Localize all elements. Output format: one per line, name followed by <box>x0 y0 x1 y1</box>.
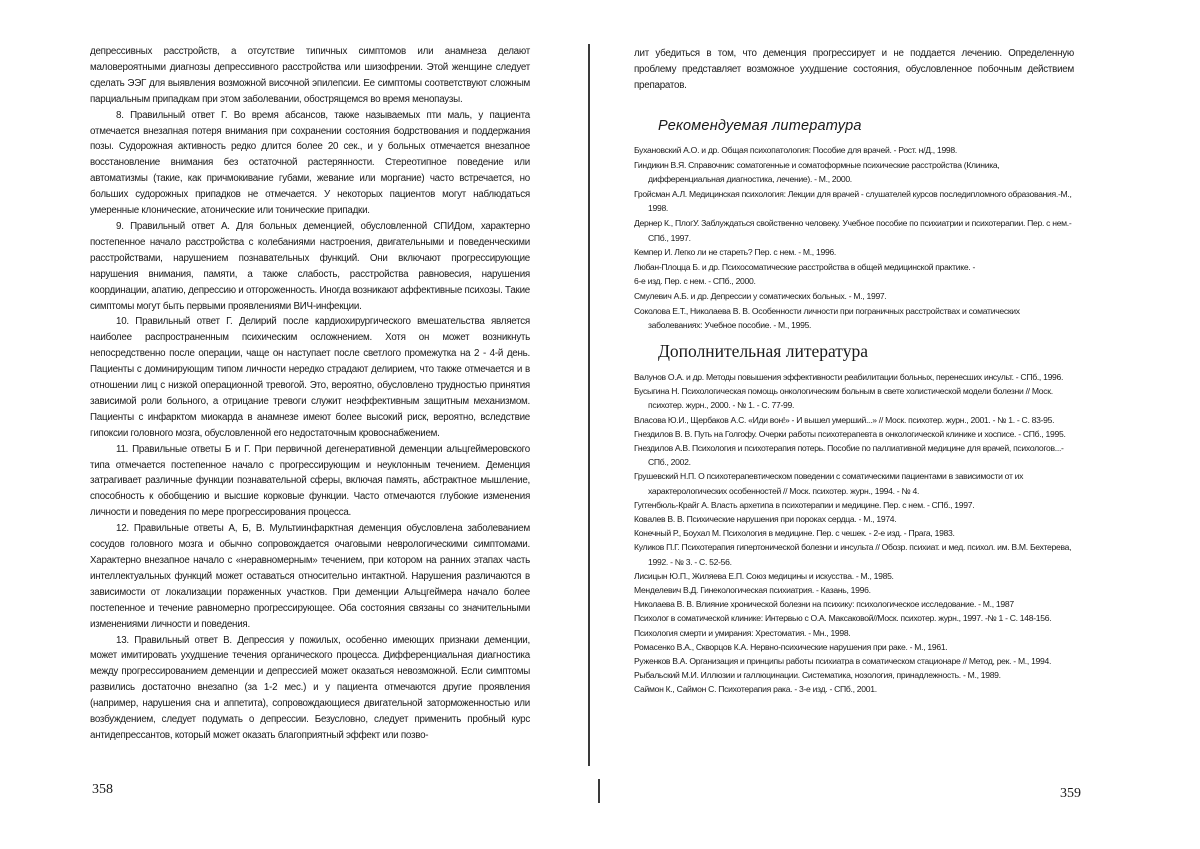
reference-item: Гнездилов В. В. Путь на Голгофу. Очерки работы психотерапевта в онкологической клинике и хосписе. - СПб., 1995. <box>634 428 1066 439</box>
answer-11-paragraph: 11. Правильные ответы Б и Г. При первичной дегенеративной деменции альцгеймеровского типа отмечается постепенное начало с прогрессирующим и неуклонным течением. Деменция затрагивает различные функции познавательной сферы, включая память, абстрактное мышление, способность к обобщению и высшие корковые функции. Часто отмечаются глубокие изменения личности и поведения по мере прогрессирования процесса. <box>90 443 530 519</box>
answer-8-paragraph: 8. Правильный ответ Г. Во время абсансов, также называемых пти маль, у пациента отмечается внезапная потеря внимания при сохранении состояния бодрствования и поддержания позы. Судорожная активность редко длится более 20 сек., и у больных отмечается внезапное восстановление внимания без остаточной растерянности. Стереотипное поведение или автоматизмы (такие, как причмокивание губами, жевание или моргание) часто встречается, но больших судорожных припадков не отмечается. У некоторых пациентов могут наблюдаться умеренные клонические, атонические или тонические припадки. <box>90 109 530 217</box>
reference-item: 6-е изд. Пер. с нем. - СПб., 2000. <box>634 276 756 287</box>
reference-item: Бухановский А.О. и др. Общая психопатология: Пособие для врачей. - Рост. н/Д., 1998. <box>634 145 957 155</box>
reference-item: Власова Ю.И., Щербаков А.С. «Иди вон!» - И вышел умерший...» // Моск. психотер. журн., 2001. - № 1. - С. 83-95. <box>634 414 1055 425</box>
reference-item: Любан-Плоцца Б. и др. Психосоматические расстройства в общей медицинской практике. - <box>634 261 976 272</box>
reference-item: Грушевский Н.П. О психотерапевтическом поведении с соматическими пациентами в зависимости от их характерологических особенностей // Моск. психотер. журн., 1994. - № 4. <box>634 471 1024 496</box>
reference-item: Куликов П.Г. Психотерапия гипертонической болезни и инсульта // Обозр. психиат. и мед. психол. им. В.М. Бехтерева, 1992. - № 3. - С. 52-56. <box>634 542 1072 567</box>
answer-13-paragraph: 13. Правильный ответ В. Депрессия у пожилых, особенно имеющих признаки деменции, может имитировать ухудшение течения органического процесса. Дифференциальная диагностика между прогрессированием деменции и депрессией может оказаться невозможной. Если симптомы развились достаточно внезапно (за 1-2 мес.) и у пациента отмечаются другие проявления (например, нарушения сна и аппетита), сопровождающиеся двигательной заторможенностью или возбуждением, следует подумать о депрессии. Безусловно, следует применить пробный курс антидепрессантов, который может оказать благоприятный эффект или позво- <box>90 634 530 741</box>
reference-item: Гнездилов А.В. Психология и психотерапия потерь. Пособие по паллиативной медицине для врачей, психологов...-СПб., 2002. <box>634 443 1064 468</box>
reference-item: Психология смерти и умирания: Хрестоматия. - Мн., 1998. <box>634 627 851 638</box>
answer-10-paragraph: 10. Правильный ответ Г. Делирий после кардиохирургического вмешательства является наиболее распространенным психическим осложнением. Хотя он может возникнуть непосредственно после операции, чаще он наступает после светлого промежутка на 2 - 4-й день. Пациенты с доминирующим типом личности нередко страдают делирием, что также отмечается и в отношении лиц с низкой операционной тревогой. Это, вероятно, обусловлено трудностью принятия зависимой роли больного, а отрицание тревоги служит неэффективным защитным механизмом. Пациенты с инфарктом миокарда в анамнезе имеют более высокий риск, вероятно, вследствие гипоксии головного мозга, обусловленной его недостаточным кровоснабжением. <box>90 316 530 439</box>
reference-item: Валунов О.А. и др. Методы повышения эффективности реабилитации больных, перенесших инсульт. - СПб., 1996. <box>634 372 1064 382</box>
reference-item: Руженков В.А. Организация и принципы работы психиатра в соматическом стационаре // Метод, рек. - М., 1994. <box>634 656 1052 667</box>
right-page <box>600 0 1200 849</box>
reference-item: Бусыгина Н. Психологическая помощь онкологическим больным в свете холистической модели болезни // Моск. психотер. журн., 2000. - № 1. - С. 77-99. <box>634 386 1053 411</box>
reference-item: Рыбальский М.И. Иллюзии и галлюцинации. Систематика, нозология, принадлежность. - М., 1989. <box>634 670 1001 681</box>
right-page-intro <box>634 46 1074 94</box>
answer-12-paragraph: 12. Правильные ответы А, Б, В. Мультиинфарктная деменция обусловлена заболеванием сосудов головного мозга и обычно сопровождается очаговыми неврологическими симптомами. Характерно внезапное начало с «неравномерным» течением, при котором на ранних этапах часть интеллектуальных функций может оставаться относительно интактной. Нарушения различаются в зависимости от локализации пораженных участков. При деменции Альцгеймера начало более постепенное и течение равномерно прогрессирующее. Оба состояния связаны со значительными изменениями личности и поведения. <box>90 523 530 630</box>
reference-item: Психолог в соматической клинике: Интервью с О.А. Максаковой//Моск. психотер. журн., 1997. -№ 1 - С. 148-156. <box>634 613 1052 624</box>
recommended-literature-list <box>634 143 1074 333</box>
reference-item: Гиндикин В.Я. Справочник: соматогенные и соматоформные психические расстройства (Клиника, дифференциальная диагностика, лечение). - М., 2000. <box>634 159 1000 185</box>
reference-item: Николаева В. В. Влияние хронической болезни на психику: психологическое исследование. - М., 1987 <box>634 599 1014 610</box>
page-number-left: 358 <box>92 782 113 797</box>
reference-item: Ковалев В. В. Психические нарушения при пороках сердца. - М., 1974. <box>634 514 897 525</box>
reference-item: Конечный Р., Боухал М. Психология в медицине. Пер. с чешек. - 2-е изд. - Прага, 1983. <box>634 528 955 539</box>
left-page <box>0 0 592 849</box>
reference-item: Дернер К., ПлогУ. Заблуждаться свойственно человеку. Учебное пособие по психиатрии и психотерапии. Пер. с нем.-СПб., 1997. <box>634 217 1072 243</box>
intro-paragraph: лит убедиться в том, что деменция прогрессирует и не поддается лечению. Определенную проблему представляет возможное ухудшение состояния, обусловленное побочным действием препаратов. <box>634 48 1074 91</box>
reference-item: Соколова Е.Т., Николаева В. В. Особенности личности при пограничных расстройствах и соматических заболеваниях: Учебное пособие. - М., 1995. <box>634 305 1020 331</box>
reference-item: Лисицын Ю.П., Жиляева Е.П. Союз медицины и искусства. - М., 1985. <box>634 570 894 581</box>
reference-item: Менделевич В.Д. Гинекологическая психиатрия. - Казань, 1996. <box>634 585 871 596</box>
left-page-body <box>90 44 530 744</box>
reference-item: Кемпер И. Легко ли не стареть? Пер. с нем. - М., 1996. <box>634 247 836 258</box>
reference-item: Гройсман А.Л. Медицинская психология: Лекции для врачей - слушателей курсов последипломного образования.-М., 1998. <box>634 188 1072 214</box>
additional-literature-list <box>634 370 1074 697</box>
additional-literature-heading: Дополнительная литература <box>658 341 868 361</box>
paragraph-continuation: депрессивных расстройств, а отсутствие типичных симптомов или анамнеза делают маловероятными диагнозы депрессивного расстройства или шизофрении. Этой женщине следует сделать ЭЭГ для выявления возможной височной эпилепсии. Ее симптомы соответствуют сложным парциальным припадкам при этом заболевании, обострящемся во время менопаузы. <box>90 46 530 105</box>
answer-9-paragraph: 9. Правильный ответ А. Для больных деменцией, обусловленной СПИДом, характерно постепенное начало расстройства с колебаниями настроения, двигательными и поведенческими расстройствами, нарушением познавательных функций. Они включают прогрессирующие нарушения внимания, памяти, а также слабость, расстройства равновесия, нарушения координации, апатию, депрессию и отгороженность. Иногда возникают аффективные психозы. Такие симптомы могут быть первыми проявлениями ВИЧ-инфекции. <box>90 220 530 312</box>
reference-item: Ромасенко В.А., Скворцов К.А. Нервно-психические нарушения при раке. - М., 1961. <box>634 641 948 652</box>
reference-item: Смулевич А.Б. и др. Депрессии у соматических больных. - М., 1997. <box>634 290 887 301</box>
reference-item: Гуггенбюль-Крайг А. Власть архетипа в психотерапии и медицине. Пер. с нем. - СПб., 1997. <box>634 499 975 510</box>
page-fold-divider <box>588 44 590 766</box>
recommended-literature-heading: Рекомендуемая литература <box>658 118 862 134</box>
page-number-right: 359 <box>1060 786 1081 801</box>
reference-item: Саймон К., Саймон С. Психотерапия рака. - 3-е изд. - СПб., 2001. <box>634 684 877 695</box>
